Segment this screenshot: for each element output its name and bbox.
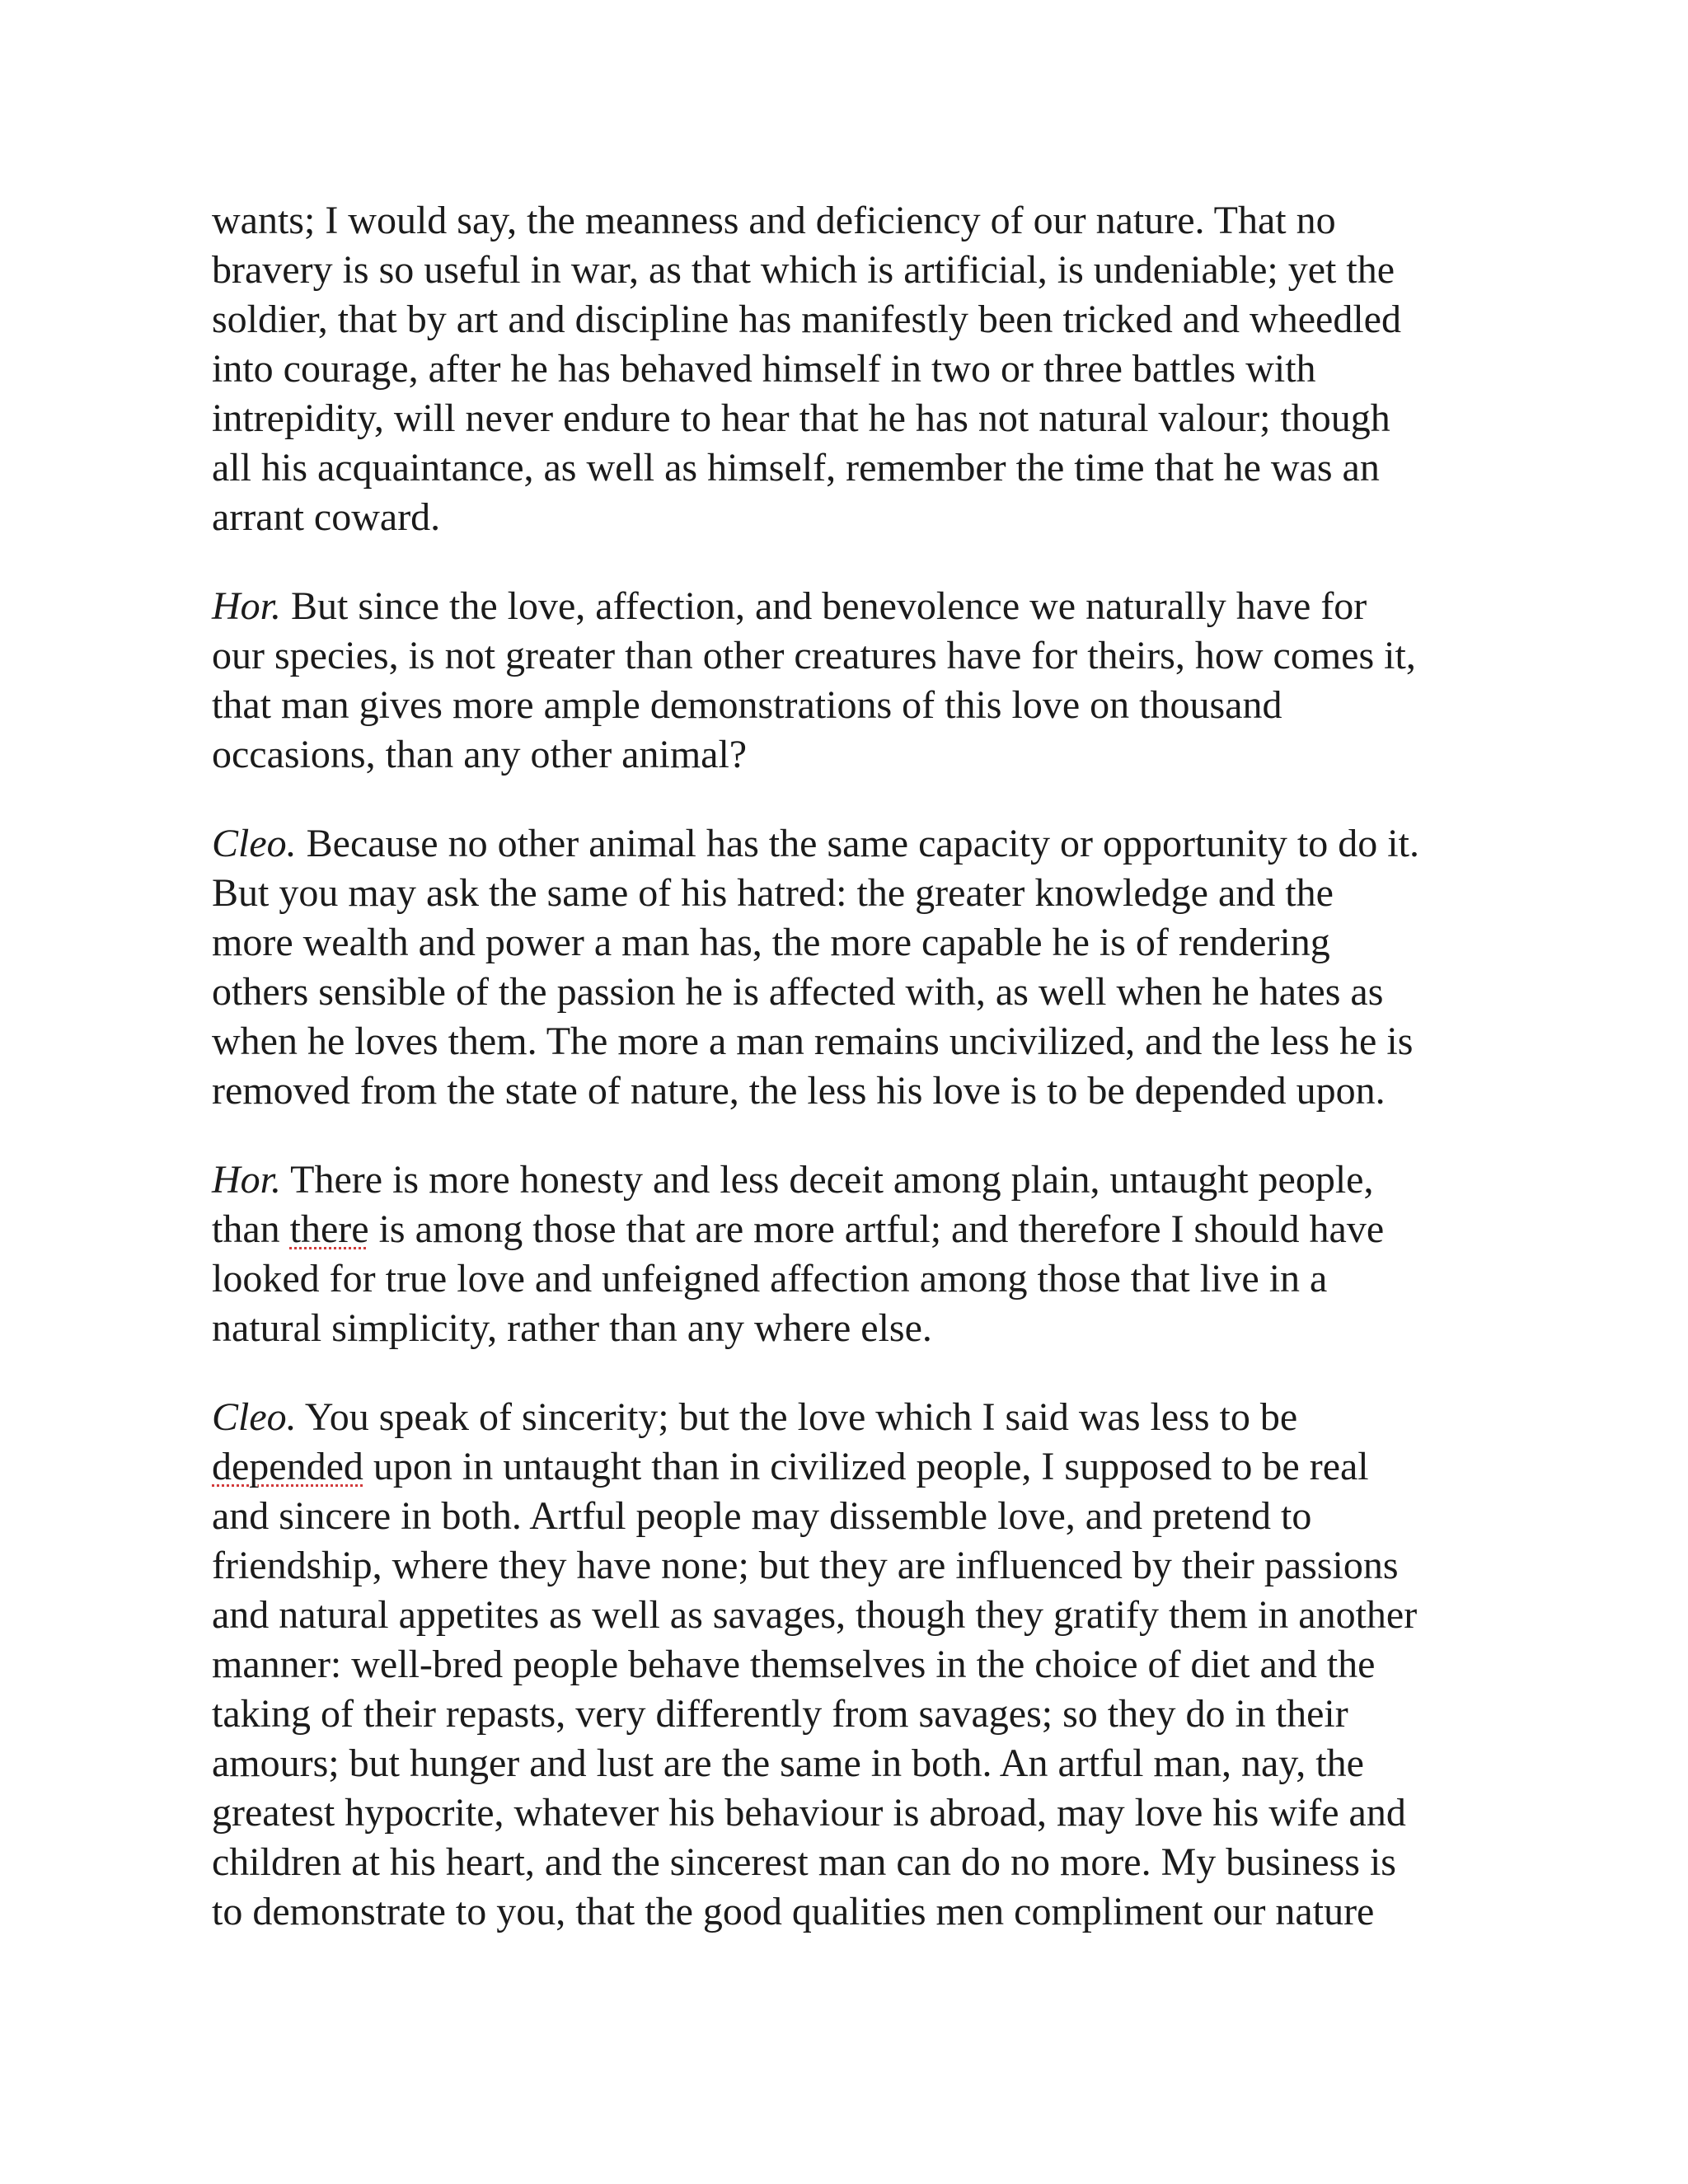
text-line: to demonstrate to you, that the good qualities men compliment our nature — [212, 1890, 1375, 1933]
text-line: natural simplicity, rather than any where else. — [212, 1306, 932, 1350]
text-line: others sensible of the passion he is affected with, as well when he hates as — [212, 970, 1384, 1014]
text-line: wants; I would say, the meanness and deficiency of our nature. That no — [212, 199, 1336, 242]
text-line: into courage, after he has behaved himself in two or three battles with — [212, 347, 1316, 391]
text-line: that man gives more ample demonstrations of this love on thousand — [212, 683, 1282, 727]
speaker-name: Cleo. — [212, 1395, 297, 1439]
paragraph-2 — [212, 582, 1498, 780]
spellcheck-flagged-word[interactable]: depended — [212, 1445, 363, 1488]
text-run: is among those that are more artful; and therefore I should have — [368, 1207, 1385, 1251]
text-line — [212, 819, 1498, 869]
text-line: intrepidity, will never endure to hear that he has not natural valour; though — [212, 396, 1390, 440]
text-line: all his acquaintance, as well as himself, remember the time that he was an — [212, 446, 1380, 490]
text-line: and sincere in both. Artful people may dissemble love, and pretend to — [212, 1494, 1312, 1538]
text-line — [212, 582, 1498, 631]
text-line — [212, 1442, 1498, 1492]
speaker-name: Hor. — [212, 584, 282, 628]
text-run: But since the love, affection, and benevolence we naturally have for — [281, 584, 1367, 628]
text-line: children at his heart, and the sincerest man can do no more. My business is — [212, 1840, 1396, 1884]
text-line: taking of their repasts, very differently from savages; so they do in their — [212, 1692, 1348, 1736]
text-line: our species, is not greater than other creatures have for theirs, how comes it, — [212, 634, 1416, 677]
paragraph-3 — [212, 819, 1498, 1116]
speaker-name: Hor. — [212, 1158, 282, 1202]
text-run: upon in untaught than in civilized people, I supposed to be real — [363, 1445, 1369, 1488]
text-line: amours; but hunger and lust are the same in both. An artful man, nay, the — [212, 1741, 1364, 1785]
text-line — [212, 1205, 1498, 1254]
text-line: bravery is so useful in war, as that which is artificial, is undeniable; yet the — [212, 248, 1395, 292]
text-line: when he loves them. The more a man remains uncivilized, and the less he is — [212, 1019, 1414, 1063]
document-body[interactable] — [212, 196, 1498, 1976]
text-run: than — [212, 1207, 290, 1251]
text-line: greatest hypocrite, whatever his behaviour is abroad, may love his wife and — [212, 1791, 1406, 1835]
text-run: Because no other animal has the same capacity or opportunity to do it. — [296, 822, 1419, 865]
text-line: more wealth and power a man has, the more capable he is of rendering — [212, 921, 1330, 964]
text-line: But you may ask the same of his hatred: the greater knowledge and the — [212, 871, 1334, 915]
text-line: friendship, where they have none; but they are influenced by their passions — [212, 1544, 1399, 1587]
text-line — [212, 1155, 1498, 1205]
paragraph-1 — [212, 196, 1498, 542]
speaker-name: Cleo. — [212, 822, 297, 865]
paragraph-4 — [212, 1155, 1498, 1353]
text-line: soldier, that by art and discipline has manifestly been tricked and wheedled — [212, 298, 1401, 341]
text-line: removed from the state of nature, the less his love is to be depended upon. — [212, 1069, 1386, 1113]
text-line: looked for true love and unfeigned affection among those that live in a — [212, 1257, 1328, 1301]
text-run: There is more honesty and less deceit among plain, untaught people, — [281, 1158, 1374, 1202]
spellcheck-flagged-word[interactable]: there — [289, 1207, 369, 1251]
text-line: and natural appetites as well as savages, though they gratify them in another — [212, 1593, 1418, 1637]
text-line: occasions, than any other animal? — [212, 733, 748, 776]
text-line — [212, 1393, 1498, 1442]
text-line: arrant coward. — [212, 495, 441, 539]
paragraph-5 — [212, 1393, 1498, 1937]
text-run: You speak of sincerity; but the love which I said was less to be — [296, 1395, 1298, 1439]
text-line: manner: well-bred people behave themselves in the choice of diet and the — [212, 1643, 1376, 1686]
